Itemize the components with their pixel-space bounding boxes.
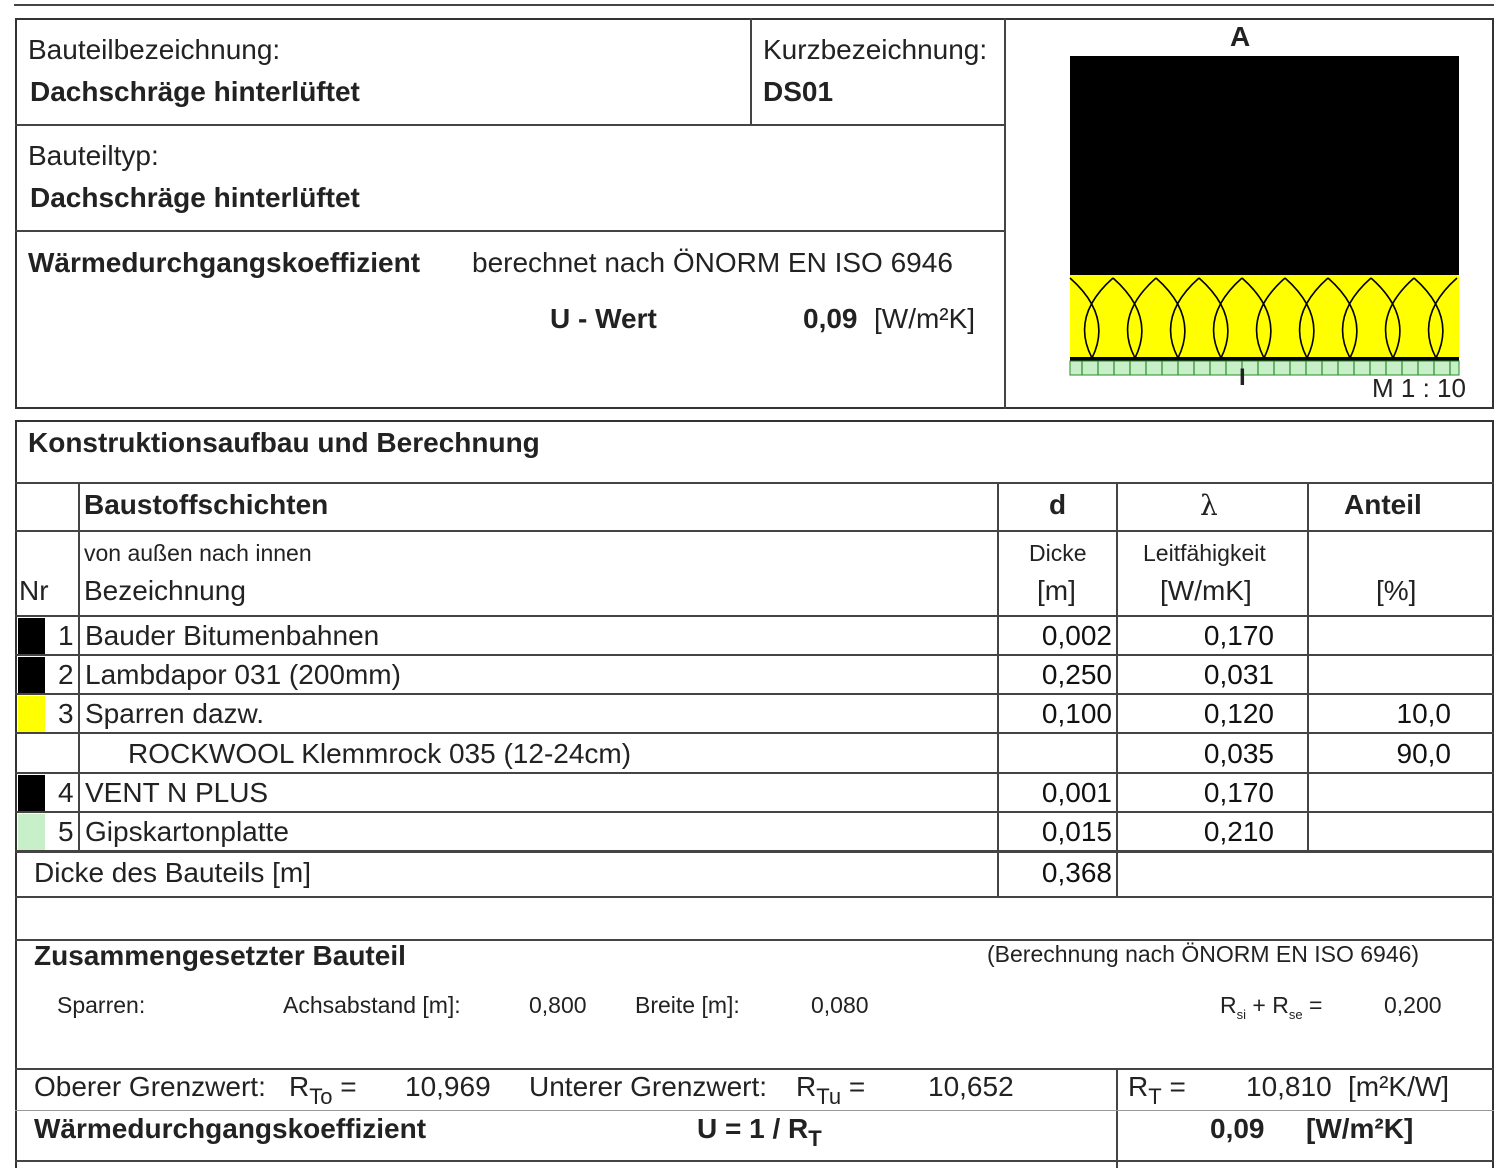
rt-value: 10,810	[1246, 1071, 1332, 1102]
drawing-bottom-label: I	[1239, 364, 1246, 391]
layer-name: Bauder Bitumenbahnen	[85, 620, 380, 651]
layer-swatch	[18, 657, 45, 693]
layer-name: Sparren dazw.	[85, 698, 264, 729]
achsabstand-value: 0,800	[529, 992, 587, 1018]
rtu-r: R	[796, 1071, 817, 1102]
layer-d: 0,100	[1041, 698, 1112, 729]
sub-direction: von außen nach innen	[84, 540, 312, 566]
layer-lambda: 0,170	[1203, 777, 1274, 808]
layer-swatch	[18, 696, 45, 732]
sub-leitfaehigkeit: Leitfähigkeit	[1143, 540, 1266, 566]
bezeichnung-value: Dachschräge hinterlüftet	[30, 76, 360, 107]
typ-value: Dachschräge hinterlüftet	[30, 182, 360, 213]
layer-lambda: 0,035	[1203, 738, 1274, 769]
table-rule-row2	[15, 693, 1494, 695]
layer-nr: 3	[58, 698, 74, 729]
rsi-eq: =	[1302, 992, 1323, 1018]
composite-method: (Berechnung nach ÖNORM EN ISO 6946)	[987, 941, 1420, 967]
typ-label: Bauteiltyp:	[28, 140, 159, 171]
rtu-label	[796, 1071, 865, 1110]
sparren-label: Sparren:	[57, 992, 146, 1018]
rsi-r: R	[1220, 992, 1237, 1018]
col-d-header: d	[1049, 489, 1067, 520]
table-col-anteil	[1307, 482, 1309, 853]
rto-r: R	[289, 1071, 310, 1102]
table-rule-row4	[15, 772, 1494, 774]
rto-label	[289, 1071, 357, 1110]
rse-sub: se	[1288, 1007, 1303, 1022]
u-formula-sub: T	[808, 1126, 822, 1151]
rse-r: + R	[1246, 992, 1289, 1018]
table-rule-row5	[15, 811, 1494, 813]
wdk-method: berechnet nach ÖNORM EN ISO 6946	[472, 247, 953, 278]
rsi-rse-label	[1220, 992, 1322, 1022]
u-formula	[697, 1113, 822, 1152]
unterer-grenzwert-label: Unterer Grenzwert:	[529, 1071, 768, 1102]
layer-nr: 2	[58, 659, 74, 690]
u-unit: [W/m²K]	[874, 303, 976, 334]
unit-d: [m]	[1037, 575, 1076, 606]
col-anteil-header: Anteil	[1344, 489, 1422, 520]
layer-nr: 1	[58, 620, 74, 651]
layer-d: 0,002	[1041, 620, 1112, 651]
layer-lambda: 0,170	[1203, 620, 1274, 651]
table-rule-head-mid	[15, 530, 1494, 532]
col-lambda-header: λ	[1200, 489, 1218, 522]
header-rule-2	[15, 230, 1005, 232]
col-layers-header: Baustoffschichten	[84, 489, 329, 520]
table-rule-row1	[15, 654, 1494, 656]
rt-eq: =	[1161, 1071, 1186, 1102]
rto-value: 10,969	[405, 1071, 491, 1102]
rt-unit: [m²K/W]	[1348, 1071, 1450, 1102]
layer-anteil: 90,0	[1396, 738, 1451, 769]
final-wdk-label: Wärmedurchgangskoeffizient	[34, 1113, 427, 1144]
rt-label	[1128, 1071, 1186, 1110]
layer-lambda: 0,210	[1203, 816, 1274, 847]
bottom-rule	[15, 1160, 1494, 1162]
table-rule-head-bot	[15, 615, 1494, 617]
u-value: 0,09	[803, 303, 858, 334]
layer-d: 0,250	[1041, 659, 1112, 690]
kurz-value: DS01	[763, 76, 834, 107]
drawing-scale: M 1 : 10	[1372, 373, 1466, 403]
layer-anteil: 10,0	[1396, 698, 1451, 729]
header-rule-1	[15, 124, 1005, 126]
layer-d: 0,001	[1041, 777, 1112, 808]
rtu-eq: =	[841, 1071, 866, 1102]
layer-swatch	[18, 775, 45, 811]
rt-r: R	[1128, 1071, 1149, 1102]
oberer-grenzwert-label: Oberer Grenzwert:	[34, 1071, 266, 1102]
unit-anteil: [%]	[1376, 575, 1417, 606]
achsabstand-label: Achsabstand [m]:	[283, 992, 461, 1018]
layer-name: VENT N PLUS	[85, 777, 269, 808]
layer-name: Gipskartonplatte	[85, 816, 289, 847]
header-divider-kurz	[750, 18, 752, 126]
table-rule-row3	[15, 732, 1494, 734]
table-col-nr	[78, 482, 80, 853]
rtu-sub: Tu	[816, 1084, 842, 1109]
layer-d: 0,015	[1041, 816, 1112, 847]
rsi-sub: si	[1236, 1007, 1247, 1022]
rt-sub: T	[1148, 1084, 1162, 1109]
table-rule-head-top	[15, 482, 1494, 484]
layer-swatch	[18, 814, 45, 850]
final-u-unit: [W/m²K]	[1306, 1113, 1414, 1144]
table-col-lambda	[1116, 482, 1118, 898]
rto-eq: =	[332, 1071, 357, 1102]
bezeichnung-col-label: Bezeichnung	[84, 575, 246, 606]
drawing-top-label: A	[1230, 21, 1251, 52]
table-rule-total	[15, 896, 1494, 898]
composite-rule-bottom-pre	[15, 1110, 1494, 1111]
nr-label: Nr	[19, 575, 49, 606]
composite-rule-mid	[15, 1068, 1494, 1070]
layer-drawing	[1006, 20, 1492, 408]
layer-nr: 4	[58, 777, 74, 808]
rsi-rse-value: 0,200	[1384, 992, 1442, 1018]
bezeichnung-label: Bauteilbezeichnung:	[28, 34, 281, 65]
u-value-label: U - Wert	[550, 303, 657, 334]
rtu-value: 10,652	[928, 1071, 1014, 1102]
final-u-value: 0,09	[1210, 1113, 1265, 1144]
rto-sub: To	[309, 1084, 333, 1109]
sub-dicke: Dicke	[1029, 540, 1087, 566]
layer-name: ROCKWOOL Klemmrock 035 (12-24cm)	[128, 738, 632, 769]
construction-title: Konstruktionsaufbau und Berechnung	[28, 427, 540, 458]
layer-lambda: 0,120	[1203, 698, 1274, 729]
table-col-d	[997, 482, 999, 898]
layer-name: Lambdapor 031 (200mm)	[85, 659, 401, 690]
unit-lambda: [W/mK]	[1160, 575, 1252, 606]
layer-swatch	[18, 618, 45, 654]
breite-label: Breite [m]:	[635, 992, 740, 1018]
u-formula-main: U = 1 / R	[697, 1113, 809, 1144]
kurz-label: Kurzbezeichnung:	[763, 34, 988, 65]
composite-title: Zusammengesetzter Bauteil	[34, 940, 406, 971]
table-rule-row6	[15, 850, 1494, 853]
wdk-label: Wärmedurchgangskoeffizient	[28, 247, 421, 278]
total-thickness-label: Dicke des Bauteils [m]	[34, 857, 311, 888]
breite-value: 0,080	[811, 992, 869, 1018]
layer-nr: 5	[58, 816, 74, 847]
total-thickness-value: 0,368	[1041, 857, 1112, 888]
composite-col-rt	[1116, 1068, 1118, 1168]
layer-lambda: 0,031	[1203, 659, 1274, 690]
top-rule	[14, 4, 1494, 6]
